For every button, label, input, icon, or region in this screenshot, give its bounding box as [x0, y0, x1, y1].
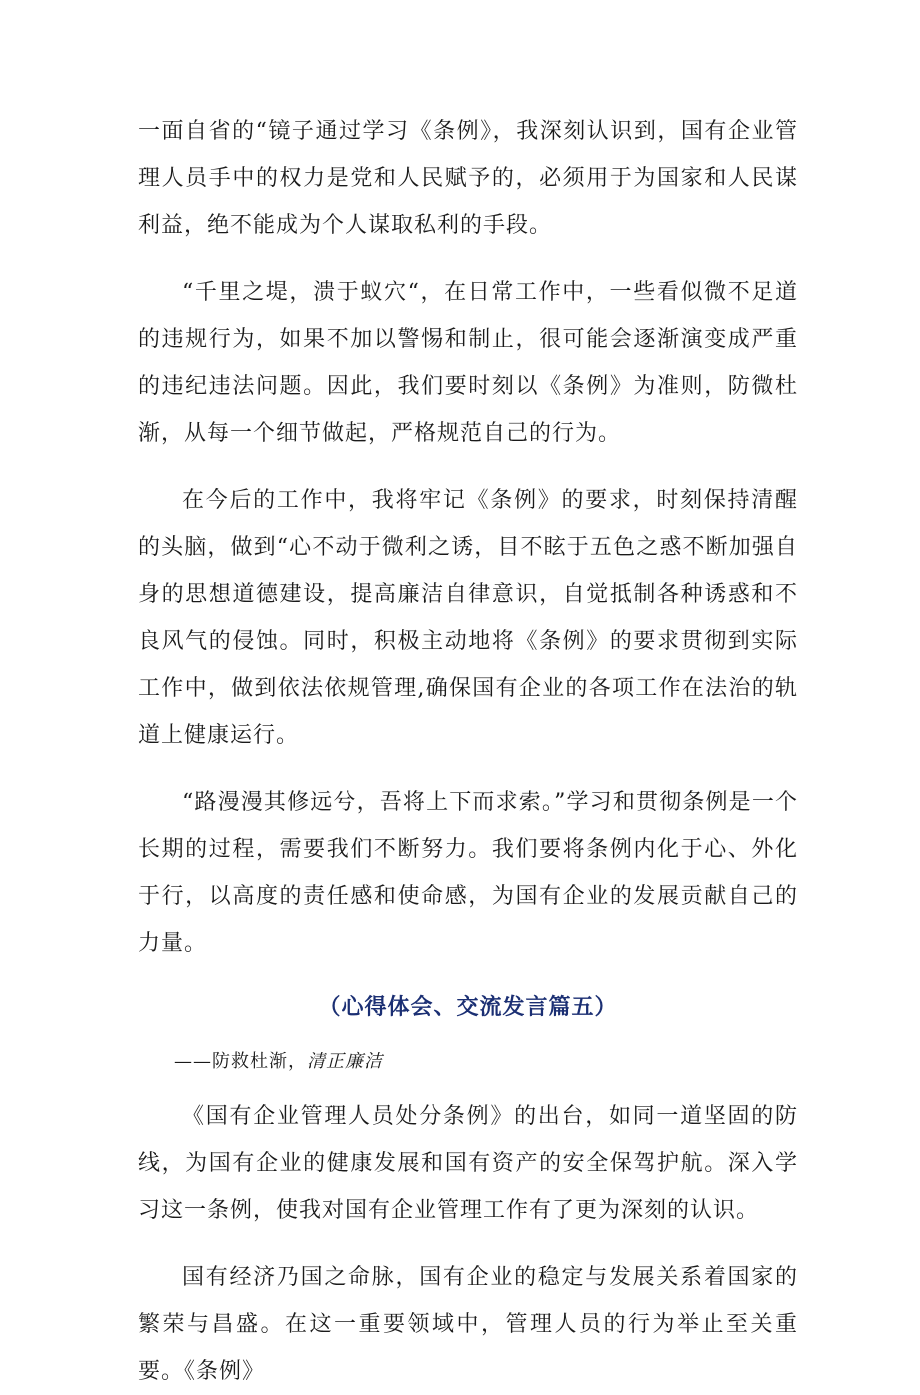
paragraph-5: 《国有企业管理人员处分条例》的出台，如同一道坚固的防线，为国有企业的健康发展和国有资产的安全保驾护航。深入学习这一条例，使我对国有企业管理工作有了更为深刻的认识。 [138, 1104, 798, 1223]
section-subtitle [138, 1045, 798, 1079]
paragraph-3: 在今后的工作中，我将牢记《条例》的要求，时刻保持清醒的头脑，做到“心不动于微利之诱，目不眩于五色之惑不断加强自身的思想道德建设，提高廉洁自律意识，自觉抵制各种诱惑和不良风气的侵蚀。同时，积极主动地将《条例》的要求贯彻到实际工作中，做到依法依规管理,确保国有企业的各项工作在法治的轨道上健康运行。 [138, 488, 798, 748]
subtitle-italic: 清正廉洁 [307, 1051, 383, 1072]
paragraph-4: “路漫漫其修远兮，吾将上下而求索。”学习和贯彻条例是一个长期的过程，需要我们不断努力。我们要将条例内化于心、外化于行，以高度的责任感和使命感，为国有企业的发展贡献自己的力量。 [138, 790, 798, 956]
document-body [138, 108, 798, 1395]
paragraph-1: 一面自省的“镜子通过学习《条例》，我深刻认识到，国有企业管理人员手中的权力是党和人民赋予的，必须用于为国家和人民谋利益，绝不能成为个人谋取私利的手段。 [138, 119, 798, 238]
section-title: （心得体会、交流发言篇五） [318, 994, 618, 1020]
paragraph-2: “千里之堤，溃于蚁穴“，在日常工作中，一些看似微不足道的违规行为，如果不加以警惕和制止，很可能会逐渐演变成严重的违纪违法问题。因此，我们要时刻以《条例》为准则，防微杜渐，从每一个细节做起，严格规范自己的行为。 [138, 280, 798, 446]
subtitle-prefix: ——防救杜渐， [174, 1051, 307, 1072]
paragraph-6: 国有经济乃国之命脉，国有企业的稳定与发展关系着国家的繁荣与昌盛。在这一重要领域中，管理人员的行为举止至关重要。《条例》 [138, 1265, 798, 1384]
